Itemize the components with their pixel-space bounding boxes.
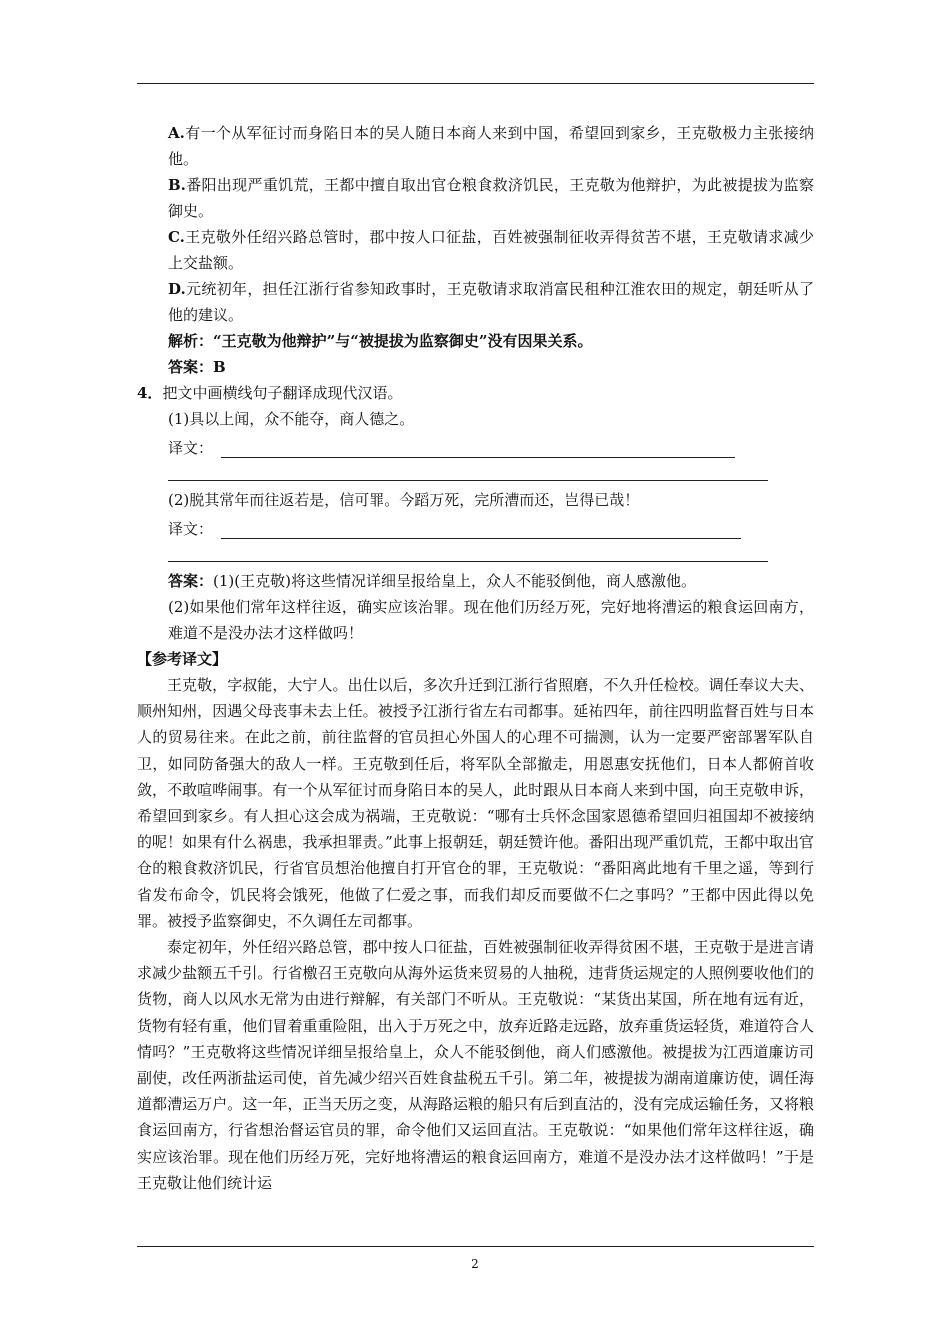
- option-c: C.王克敬外任绍兴路总管时，郡中按人口征盐，百姓被强制征收弄得贫苦不堪，王克敬请求减少上交盐额。: [168, 228, 814, 272]
- reference-translation-title: 【参考译文】: [137, 650, 228, 668]
- translation-line-2: [137, 513, 814, 539]
- reference-paragraph-2: 泰定初年，外任绍兴路总管，郡中按人口征盐，百姓被强制征收弄得贫困不堪，王克敬于是进言请求减少盐额五千引。行省檄召王克敬向从海外运货来贸易的人抽税，违背货运规定的人照例要收他们的货物，商人以风水无常为由进行辩解，有关部门不听从。王克敬说：“某货出某国，所在地有远有近，货物有轻有重，他们冒着重重险阻，出入于万死之中，放弃近路走远路，放弃重货运轻货，难道符合人情吗？”王克敬将这些情况详细呈报给皇上，众人不能驳倒他，商人们感激他。被提拔为江西道廉访司副使，改任两浙盐运司使，首先减少绍兴百姓食盐税五千引。第二年，被提拔为湖南道廉访使，调任海道都漕运万户。这一年，正当天历之变，从海路运粮的船只有后到直沽的，没有完成运输任务，又将粮食运回南方，行省想治督运官员的罪，命令他们又运回直沽。王克敬说：“如果他们常年这样往返，确实应该治罪。现在他们历经万死，完好地将漕运的粮食运回南方，难道不是没办法才这样做吗！”于是王克敬让他们统计运: [137, 938, 814, 1192]
- translation-label: 译文：: [168, 439, 214, 457]
- q4-sentence-2: (2)脱其常年而往返若是，信可罪。今蹈万死，完所漕而还，岂得已哉！: [168, 491, 640, 509]
- header-rule: [137, 83, 814, 84]
- option-b: B.番阳出现严重饥荒，王都中擅自取出官仓粮食救济饥民，王克敬为他辩护，为此被提拔为监察御史。: [168, 176, 814, 220]
- question-4: 4．把文中画横线句子翻译成现代汉语。: [137, 384, 403, 402]
- option-d: D.元统初年，担任江浙行省参知政事时，王克敬请求取消富民租种江淮农田的规定，朝廷听从了他的建议。: [168, 280, 814, 324]
- answer-blank-continuation[interactable]: [168, 539, 768, 562]
- answer-blank[interactable]: [221, 522, 741, 539]
- page-number: 2: [471, 1257, 479, 1271]
- analysis-text: 解析：“王克敬为他辩护”与“被提拔为监察御史”没有因果关系。: [168, 332, 593, 350]
- translation-line-1: [137, 432, 814, 458]
- reference-paragraph-1: 王克敬，字叔能，大宁人。出仕以后，多次升迁到江浙行省照磨，不久升任检校。调任奉议大夫、顺州知州，因遇父母丧事未去上任。被授予江浙行省左右司都事。延祐四年，前往四明监督百姓与日本人的贸易往来。在此之前，前往监督的官员担心外国人的心理不可揣测，认为一定要严密部署军队自卫，如同防备强大的敌人一样。王克敬到任后，将军队全部撤走，用恩惠安抚他们，日本人都俯首收敛，不敢喧哗闹事。有一个从军征讨而身陷日本的吴人，此时跟从日本商人来到中国，向王克敬申诉，希望回到家乡。有人担心这会成为祸端，王克敬说：“哪有士兵怀念国家恩德希望回归祖国却不被接纳的呢！如果有什么祸患，我承担罪责。”此事上报朝廷，朝廷赞许他。番阳出现严重饥荒，王都中取出官仓的粮食救济饥民，行省官员想治他擅自打开官仓的罪，王克敬说：“番阳离此地有千里之遥，等到行省发布命令，饥民将会饿死，他做了仁爱之事，而我们却反而要做不仁之事吗？”王都中因此得以免罪。被授予监察御史，不久调任左司都事。: [137, 676, 814, 930]
- answer-blank[interactable]: [221, 441, 735, 458]
- translation-label: 译文：: [168, 520, 214, 538]
- page-content: [137, 120, 814, 1196]
- q4-sentence-1: (1)具以上闻，众不能夺，商人德之。: [168, 410, 415, 428]
- answer-q4-2: (2)如果他们常年这样往返，确实应该治罪。现在他们历经万死，完好地将漕运的粮食运回南方，难道不是没办法才这样做吗！: [168, 598, 814, 642]
- answer-q4-1: 答案：(1)(王克敬)将这些情况详细呈报给皇上，众人不能驳倒他，商人感激他。: [168, 572, 696, 590]
- footer-rule: [137, 1246, 814, 1247]
- answer-q3: 答案：B: [168, 358, 226, 376]
- answer-blank-continuation[interactable]: [168, 458, 768, 481]
- option-a: A.有一个从军征讨而身陷日本的吴人随日本商人来到中国，希望回到家乡，王克敬极力主张接纳他。: [168, 124, 814, 168]
